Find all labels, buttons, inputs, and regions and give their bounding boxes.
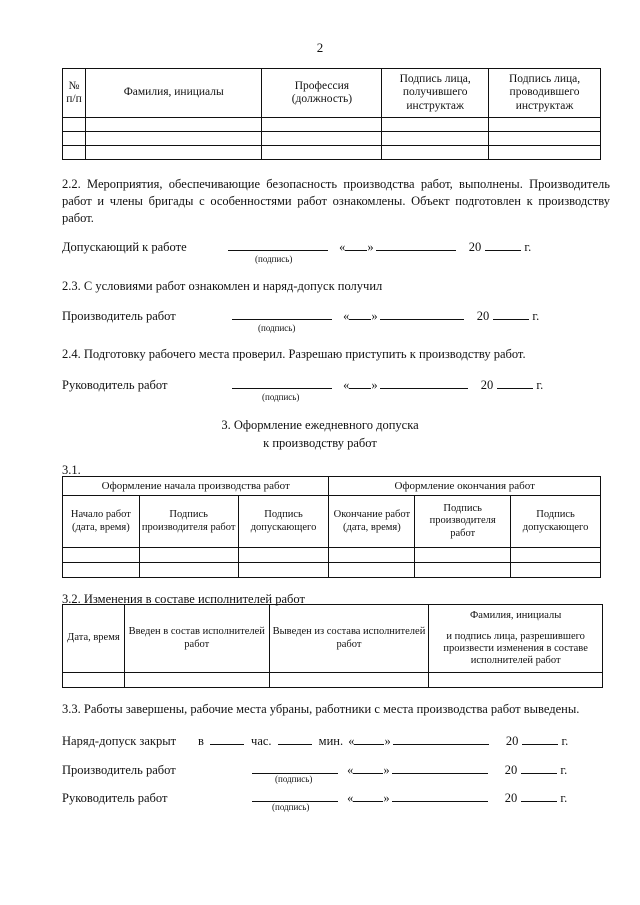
closed-hour-blank[interactable]: [210, 731, 244, 745]
closing-foreman-day-blank[interactable]: [353, 760, 383, 774]
section-3-1-label: 3.1.: [62, 463, 81, 477]
closing-foreman-line: Производитель работ « » 20 г.: [62, 760, 567, 778]
page-number: 2: [316, 40, 324, 55]
table-row: [63, 118, 601, 132]
section-3-2-label: 3.2. Изменения в составе исполнителей работ: [62, 592, 305, 606]
briefing-table: [62, 68, 601, 160]
col-start-admitter-header: Подпись допускающего: [238, 496, 329, 548]
foreman-year-blank[interactable]: [493, 306, 529, 320]
signature-caption: (подпись): [262, 392, 300, 402]
foreman-signature-blank[interactable]: [232, 306, 332, 320]
closed-year-blank[interactable]: [522, 731, 558, 745]
closing-foreman-label: Производитель работ: [62, 763, 176, 777]
column-header-row: [63, 496, 601, 548]
col-received-signature-header: Подпись лица, получившего инструктаж: [382, 69, 489, 118]
group-header-row: [63, 477, 601, 496]
end-group-header: Оформление окончания работ: [329, 477, 601, 496]
permit-closed-label: Наряд-допуск закрыт: [62, 734, 177, 748]
admitter-label: Допускающий к работе: [62, 240, 187, 254]
col-end-admitter-header: Подпись допускающего: [511, 496, 601, 548]
col-added-header: Введен в состав исполнителей работ: [124, 605, 269, 673]
daily-admission-table: [62, 476, 601, 578]
briefing-header-row: [63, 69, 601, 118]
manager-year-blank[interactable]: [497, 375, 533, 389]
closing-manager-month-blank[interactable]: [392, 788, 488, 802]
closing-manager-signature-blank[interactable]: [252, 788, 338, 802]
section-2-3-text: 2.3. С условиями работ ознакомлен и наряд-допуск получил: [62, 279, 383, 293]
foreman-signature-line: Производитель работ « » 20 г.: [62, 306, 539, 324]
closing-manager-day-blank[interactable]: [353, 788, 383, 802]
col-start-foreman-header: Подпись производителя работ: [139, 496, 238, 548]
section-3-3-text: 3.3. Работы завершены, рабочие места убраны, работники с места производства работ выведены.: [62, 702, 580, 716]
closing-foreman-signature-blank[interactable]: [252, 760, 338, 774]
col-end-foreman-header: Подпись производителя работ: [415, 496, 511, 548]
closing-foreman-year-blank[interactable]: [521, 760, 557, 774]
table-row: [63, 132, 601, 146]
crew-changes-table: [62, 604, 603, 688]
manager-month-blank[interactable]: [380, 375, 468, 389]
signature-caption: (подпись): [255, 254, 293, 264]
section-3-title: 3. Оформление ежедневного допуска к производству работ: [221, 418, 419, 450]
col-removed-header: Выведен из состава исполнителей работ: [269, 605, 429, 673]
section-2-2-text: 2.2. Мероприятия, обеспечивающие безопасность производства работ, выполнены. Производитель работ и члены бригады с особенностями работ ознакомлены. Объект подготовлен к производству работ.: [62, 177, 610, 225]
col-authorizer-header: Фамилия, инициалы и подпись лица, разрешившего произвести изменения в составе исполнителей работ: [429, 605, 603, 673]
admitter-signature-blank[interactable]: [228, 237, 328, 251]
col-name-header: Фамилия, инициалы: [85, 69, 262, 118]
col-number-header: № п/п: [63, 69, 86, 118]
table-row: [63, 548, 601, 563]
closed-month-blank[interactable]: [393, 731, 489, 745]
manager-day-blank[interactable]: [349, 375, 371, 389]
col-profession-header: Профессия (должность): [262, 69, 382, 118]
closing-foreman-month-blank[interactable]: [392, 760, 488, 774]
signature-caption: (подпись): [258, 323, 296, 333]
manager-signature-line: Руководитель работ « » 20 г.: [62, 375, 543, 393]
table-row: [63, 146, 601, 160]
foreman-day-blank[interactable]: [349, 306, 371, 320]
col-end-time-header: Окончание работ (дата, время): [329, 496, 415, 548]
table-row: [63, 673, 603, 688]
col-conducted-signature-header: Подпись лица, проводившего инструктаж: [489, 69, 601, 118]
admitter-month-blank[interactable]: [376, 237, 456, 251]
signature-caption: (подпись): [275, 774, 313, 784]
admitter-year-blank[interactable]: [485, 237, 521, 251]
closing-manager-year-blank[interactable]: [521, 788, 557, 802]
table-row: [63, 563, 601, 578]
closed-day-blank[interactable]: [354, 731, 384, 745]
crew-header-row: [63, 605, 603, 673]
section-2-4-text: 2.4. Подготовку рабочего места проверил. Разрешаю приступить к производству работ.: [62, 347, 526, 361]
col-start-time-header: Начало работ (дата, время): [63, 496, 140, 548]
closed-minute-blank[interactable]: [278, 731, 312, 745]
foreman-label: Производитель работ: [62, 309, 176, 323]
manager-signature-blank[interactable]: [232, 375, 332, 389]
closing-manager-label: Руководитель работ: [62, 791, 168, 805]
signature-caption: (подпись): [272, 802, 310, 812]
admitter-signature-line: Допускающий к работе « » 20 г.: [62, 237, 531, 255]
closing-manager-line: Руководитель работ « » 20 г.: [62, 788, 567, 806]
foreman-month-blank[interactable]: [380, 306, 464, 320]
manager-label: Руководитель работ: [62, 378, 168, 392]
start-group-header: Оформление начала производства работ: [63, 477, 329, 496]
col-date-time-header: Дата, время: [63, 605, 125, 673]
admitter-day-blank[interactable]: [345, 237, 367, 251]
permit-closed-line: Наряд-допуск закрыт в час. мин. « » 20 г.: [62, 731, 568, 749]
